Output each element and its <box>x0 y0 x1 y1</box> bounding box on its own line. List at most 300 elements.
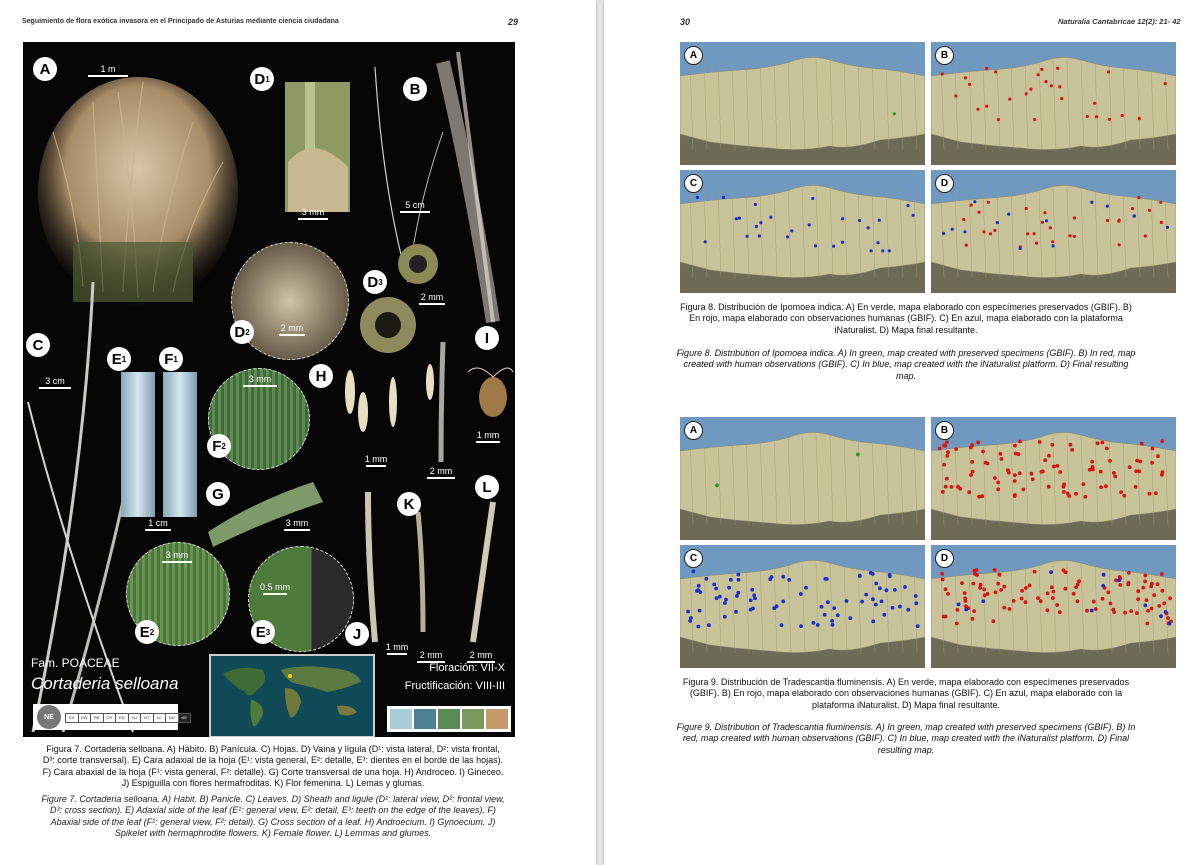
occurrence-point <box>1052 244 1055 247</box>
occurrence-point <box>848 616 852 620</box>
occurrence-point <box>1107 70 1110 73</box>
occurrence-point <box>1148 492 1152 496</box>
occurrence-point <box>820 605 824 609</box>
phenology-color-2 <box>414 709 436 729</box>
occurrence-point <box>1008 98 1011 101</box>
figure-8-caption-en: Figure 8. Distribution of Ipomoea indica. A) In green, map created with preserved specimens (GBIF). B) In red, map created with human observations (GBIF). C) In blue, map created with the iNaturalist platform. D) Final resulting map. <box>676 348 1136 381</box>
occurrence-point <box>1138 460 1142 464</box>
occurrence-point <box>878 219 881 222</box>
map-panel-label: D <box>935 549 954 568</box>
occurrence-point <box>1020 589 1024 593</box>
occurrence-point <box>737 578 741 582</box>
occurrence-point <box>1117 578 1121 582</box>
occurrence-point <box>832 606 836 610</box>
status-cell-cr: CR <box>103 713 117 723</box>
map-svg <box>931 545 1176 668</box>
status-scale <box>65 713 190 723</box>
occurrence-point <box>1008 607 1012 611</box>
occurrence-point <box>987 201 990 204</box>
scale-bar-e1: 1 cm <box>141 518 175 531</box>
occurrence-point <box>758 234 761 237</box>
status-cell-ne: NE <box>178 713 192 723</box>
panel-label-j: J <box>345 622 369 646</box>
occurrence-point <box>1156 582 1160 586</box>
occurrence-point <box>781 600 785 604</box>
occurrence-point <box>942 444 946 448</box>
occurrence-point <box>1121 114 1124 117</box>
occurrence-point <box>1143 604 1147 608</box>
occurrence-point <box>938 447 942 451</box>
scale-bar-j: 1 mm <box>383 642 411 655</box>
scale-bar-e2: 3 mm <box>157 550 197 563</box>
occurrence-point <box>1044 80 1047 83</box>
occurrence-point <box>1018 440 1022 444</box>
panel-label-f2: F 2 <box>207 434 231 458</box>
occurrence-point <box>1051 240 1054 243</box>
occurrence-point <box>871 572 875 576</box>
occurrence-point <box>841 241 844 244</box>
occurrence-point <box>1136 597 1140 601</box>
occurrence-point <box>1072 592 1076 596</box>
occurrence-point <box>1127 571 1131 575</box>
occurrence-point <box>982 588 986 592</box>
occurrence-point <box>898 605 902 609</box>
occurrence-point <box>1166 616 1170 620</box>
journal-reference: Naturalia Cantabricae 12(2): 21- 42 <box>1058 17 1181 26</box>
occurrence-point <box>1112 471 1116 475</box>
occurrence-point <box>993 568 997 572</box>
occurrence-point <box>1106 205 1109 208</box>
panel-label-d1: D 1 <box>250 67 274 91</box>
scale-bar-l: 2 mm <box>463 650 499 663</box>
occurrence-point <box>976 108 979 111</box>
occurrence-point <box>754 203 757 206</box>
occurrence-point <box>1166 226 1169 229</box>
occurrence-point <box>1037 73 1040 76</box>
occurrence-point <box>963 230 966 233</box>
occurrence-point <box>971 582 975 586</box>
occurrence-point <box>944 587 948 591</box>
occurrence-point <box>1076 599 1080 603</box>
map-svg <box>680 417 925 540</box>
occurrence-point <box>799 624 803 628</box>
occurrence-point <box>977 211 980 214</box>
occurrence-point <box>826 600 830 604</box>
occurrence-point <box>954 94 957 97</box>
occurrence-point <box>916 624 920 628</box>
occurrence-point <box>967 490 971 494</box>
occurrence-point <box>994 70 997 73</box>
occurrence-point <box>1109 602 1113 606</box>
occurrence-point <box>968 83 971 86</box>
occurrence-point <box>912 214 915 217</box>
occurrence-point <box>997 118 1000 121</box>
occurrence-point <box>724 598 728 602</box>
occurrence-point <box>1013 444 1017 448</box>
occurrence-point <box>1090 201 1093 204</box>
scale-bar-h: 1 mm <box>359 454 393 467</box>
occurrence-point <box>705 577 709 581</box>
occurrence-point <box>1161 470 1165 474</box>
occurrence-point <box>1058 85 1061 88</box>
occurrence-point <box>1156 454 1160 458</box>
figure-8-panel-b <box>931 42 1176 165</box>
occurrence-point <box>799 592 803 596</box>
panel-label-d3: D 3 <box>363 270 387 294</box>
occurrence-point <box>945 477 949 481</box>
conservation-status-box <box>33 704 188 730</box>
occurrence-point <box>735 217 738 220</box>
occurrence-point <box>996 582 1000 586</box>
occurrence-point <box>1013 473 1017 477</box>
occurrence-point <box>996 488 1000 492</box>
occurrence-point <box>714 587 718 591</box>
occurrence-point <box>1154 491 1158 495</box>
figure-7-plate <box>23 42 515 737</box>
occurrence-point <box>858 219 861 222</box>
occurrence-point <box>874 582 878 586</box>
occurrence-point <box>1134 485 1138 489</box>
occurrence-point <box>976 441 980 445</box>
occurrence-point <box>786 235 789 238</box>
occurrence-point <box>945 440 949 444</box>
occurrence-point <box>972 609 976 613</box>
phenology-color-3 <box>438 709 460 729</box>
occurrence-point <box>787 578 791 582</box>
panel-label-g: G <box>206 482 230 506</box>
right-page <box>604 0 1200 865</box>
occurrence-point <box>1108 459 1112 463</box>
scale-bar-a: 1 m <box>85 64 131 77</box>
occurrence-point <box>981 450 985 454</box>
occurrence-point <box>999 588 1003 592</box>
occurrence-point <box>1129 609 1133 613</box>
occurrence-point <box>1164 610 1168 614</box>
occurrence-point <box>998 452 1002 456</box>
occurrence-point <box>956 608 960 612</box>
occurrence-point <box>978 586 982 590</box>
occurrence-point <box>1073 216 1076 219</box>
panel-label-e3: E 3 <box>251 620 275 644</box>
occurrence-point <box>1092 600 1096 604</box>
occurrence-point <box>1133 215 1136 218</box>
occurrence-point <box>814 244 817 247</box>
occurrence-point <box>994 590 998 594</box>
occurrence-point <box>946 592 950 596</box>
occurrence-point <box>1159 614 1163 618</box>
occurrence-point <box>1136 589 1140 593</box>
occurrence-point <box>753 597 757 601</box>
occurrence-point <box>1046 592 1050 596</box>
occurrence-point <box>1029 88 1032 91</box>
occurrence-point <box>1000 457 1004 461</box>
occurrence-point <box>1101 584 1105 588</box>
occurrence-point <box>871 597 875 601</box>
occurrence-point <box>715 483 719 487</box>
scale-bar-d2: 2 mm <box>273 323 311 336</box>
occurrence-point <box>986 462 990 466</box>
occurrence-point <box>1099 485 1103 489</box>
occurrence-point <box>812 621 816 625</box>
occurrence-point <box>914 594 918 598</box>
occurrence-point <box>1137 196 1140 199</box>
occurrence-point <box>950 485 954 489</box>
occurrence-point <box>781 575 785 579</box>
occurrence-point <box>1105 447 1109 451</box>
occurrence-point <box>998 573 1002 577</box>
occurrence-point <box>1096 441 1100 445</box>
occurrence-point <box>696 625 700 629</box>
occurrence-point <box>1122 494 1126 498</box>
occurrence-point <box>1043 458 1047 462</box>
occurrence-point <box>1076 583 1080 587</box>
panel-label-d2: D 2 <box>230 320 254 344</box>
occurrence-point <box>944 615 948 619</box>
map-svg <box>931 417 1176 540</box>
status-cell-re: RE <box>90 713 104 723</box>
occurrence-point <box>980 494 984 498</box>
occurrence-point <box>1046 608 1050 612</box>
occurrence-point <box>1033 570 1037 574</box>
scale-bar-e3: 0.5 mm <box>255 582 295 595</box>
fruiting-period: Fructificación: VIII-III <box>404 680 505 692</box>
occurrence-point <box>696 588 700 592</box>
occurrence-point <box>903 585 907 589</box>
occurrence-point <box>992 619 996 623</box>
map-panel-label: B <box>935 46 954 65</box>
figure-8-panel-d <box>931 170 1176 293</box>
occurrence-point <box>985 105 988 108</box>
occurrence-point <box>688 619 692 623</box>
occurrence-point <box>772 606 776 610</box>
scale-bar-g: 3 mm <box>279 518 315 531</box>
occurrence-point <box>836 613 840 617</box>
occurrence-point <box>975 573 979 577</box>
map-panel-label: A <box>684 46 703 65</box>
occurrence-point <box>971 470 975 474</box>
occurrence-point <box>1014 452 1018 456</box>
occurrence-point <box>1025 92 1028 95</box>
occurrence-point <box>1036 596 1040 600</box>
occurrence-point <box>985 67 988 70</box>
occurrence-point <box>1006 468 1010 472</box>
occurrence-point <box>973 569 977 573</box>
panel-label-b: B <box>403 77 427 101</box>
panel-label-h: H <box>309 364 333 388</box>
occurrence-point <box>1131 207 1134 210</box>
status-cell-lc: LC <box>153 713 167 723</box>
occurrence-point <box>1033 118 1036 121</box>
occurrence-point <box>1160 589 1164 593</box>
occurrence-point <box>970 204 973 207</box>
occurrence-point <box>893 112 896 115</box>
occurrence-point <box>970 443 974 447</box>
occurrence-point <box>1150 461 1154 465</box>
occurrence-point <box>1141 586 1145 590</box>
panel-label-i: I <box>475 326 499 350</box>
figure-7-caption-es: Figura 7. Cortaderia selloana. A) Hábito. B) Panícula. C) Hojas. D) Vaina y lígula (D¹: vista lateral, D²: vista frontal, D³: corte transversal). E) Cara adaxial de la hoja (E¹: vista general, E²: detalle, E³: dientes en el borde de las hojas). F) Cara abaxial de la hoja (F¹: vista general, F²: detalle). G) Corte transversal de una hoja. H) Androceo. I) Gineceo. J) Espiguilla con flores hermafroditas. K) Flor femenina. L) Lemas y glumas. <box>42 744 504 788</box>
occurrence-point <box>1002 585 1006 589</box>
occurrence-point <box>1060 97 1063 100</box>
occurrence-point <box>882 613 886 617</box>
occurrence-point <box>874 603 878 607</box>
occurrence-point <box>1138 117 1141 120</box>
occurrence-point <box>746 235 749 238</box>
occurrence-point <box>944 485 948 489</box>
occurrence-point <box>964 76 967 79</box>
occurrence-point <box>1145 598 1149 602</box>
page-number-right: 30 <box>680 17 691 27</box>
occurrence-point <box>715 596 719 600</box>
occurrence-point <box>723 601 727 605</box>
occurrence-point <box>770 575 774 579</box>
occurrence-point <box>1140 442 1144 446</box>
occurrence-point <box>996 481 1000 485</box>
occurrence-point <box>1056 67 1059 70</box>
occurrence-point <box>941 72 944 75</box>
status-cell-nt: NT <box>140 713 154 723</box>
occurrence-point <box>981 599 985 603</box>
occurrence-point <box>960 581 964 585</box>
species-name: Cortaderia selloana <box>31 674 179 693</box>
occurrence-point <box>1106 590 1110 594</box>
status-cell-ex: EX <box>65 713 79 723</box>
occurrence-point <box>1090 460 1094 464</box>
occurrence-point <box>982 230 985 233</box>
figure-9-panel-a <box>680 417 925 540</box>
occurrence-point <box>1018 471 1022 475</box>
occurrence-point <box>1101 441 1105 445</box>
figure-9-panel-c <box>680 545 925 668</box>
scale-bar-c: 3 cm <box>37 376 73 389</box>
occurrence-point <box>1070 448 1074 452</box>
occurrence-point <box>736 591 740 595</box>
occurrence-point <box>1049 226 1052 229</box>
status-cell-dd: DD <box>165 713 179 723</box>
occurrence-point <box>1031 477 1035 481</box>
occurrence-point <box>1134 469 1138 473</box>
occurrence-point <box>723 615 727 619</box>
occurrence-point <box>1058 470 1062 474</box>
occurrence-point <box>841 217 844 220</box>
map-panel-label: B <box>935 421 954 440</box>
map-svg <box>680 545 925 668</box>
occurrence-point <box>1094 607 1098 611</box>
occurrence-point <box>1007 213 1010 216</box>
occurrence-point <box>996 221 999 224</box>
map-panel-label: D <box>935 174 954 193</box>
occurrence-point <box>951 228 954 231</box>
occurrence-point <box>1024 600 1028 604</box>
occurrence-point <box>880 600 884 604</box>
occurrence-point <box>942 463 946 467</box>
occurrence-point <box>1143 574 1147 578</box>
occurrence-point <box>1118 583 1122 587</box>
occurrence-point <box>707 623 711 627</box>
occurrence-point <box>1040 470 1044 474</box>
scale-bar-k: 2 mm <box>413 650 449 663</box>
phenology-color-bar <box>387 706 511 732</box>
figure-8-caption-es: Figura 8. Distribución de Ipomoea indica. A) En verde, mapa elaborado con especímenes preservados (GBIF). B) En rojo, mapa elaborado con observaciones humanas (GBIF). C) En azul, mapa elaborado con la plataforma iNaturalist. D) Mapa final resultante. <box>680 302 1132 335</box>
scale-bar-d3: 2 mm <box>415 292 449 305</box>
occurrence-point <box>845 599 849 603</box>
occurrence-point <box>1127 581 1131 585</box>
occurrence-point <box>1020 597 1024 601</box>
phenology-color-5 <box>486 709 508 729</box>
occurrence-point <box>1160 221 1163 224</box>
phenology-color-1 <box>390 709 412 729</box>
occurrence-point <box>891 606 895 610</box>
occurrence-point <box>734 610 738 614</box>
occurrence-point <box>1030 472 1034 476</box>
occurrence-point <box>1012 599 1016 603</box>
occurrence-point <box>1062 568 1066 572</box>
occurrence-point <box>1039 599 1043 603</box>
occurrence-point <box>1128 465 1132 469</box>
figure-9-caption-en: Figure 9. Distribution of Tradescantia fluminensis. A) In green, map created with preserved specimens (GBIF). B) In red, map created with human observations (GBIF). C) In blue, map created with the iNaturalist platform. D) Final resulting map. <box>676 722 1136 755</box>
occurrence-point <box>864 593 868 597</box>
occurrence-point <box>1117 220 1120 223</box>
occurrence-point <box>965 244 968 247</box>
occurrence-point <box>1118 243 1121 246</box>
map-svg <box>680 170 925 293</box>
occurrence-point <box>1135 611 1139 615</box>
occurrence-point <box>969 473 973 477</box>
occurrence-point <box>1150 607 1154 611</box>
occurrence-point <box>867 226 870 229</box>
occurrence-point <box>1040 68 1043 71</box>
occurrence-point <box>876 241 879 244</box>
occurrence-point <box>1052 465 1056 469</box>
occurrence-point <box>956 485 960 489</box>
occurrence-point <box>1104 484 1108 488</box>
occurrence-point <box>860 600 864 604</box>
occurrence-point <box>816 623 820 627</box>
occurrence-point <box>1073 235 1076 238</box>
occurrence-point <box>945 454 949 458</box>
status-badge: NE <box>37 705 61 729</box>
occurrence-point <box>1145 622 1149 626</box>
occurrence-point <box>1069 234 1072 237</box>
figure-9-caption-es: Figura 9. Distribución de Tradescantia fluminensis. A) En verde, mapa elaborado con especímenes preservados (GBIF). B) En rojo, mapa elaborado con observaciones humanas (GBIF). C) En azul, mapa elaborado con la plataforma iNaturalist. D) Mapa final resultante. <box>682 677 1130 710</box>
occurrence-point <box>1025 207 1028 210</box>
figure-8-panel-a <box>680 42 925 165</box>
occurrence-point <box>1102 573 1106 577</box>
occurrence-point <box>1101 597 1105 601</box>
status-cell-ew: EW <box>78 713 92 723</box>
occurrence-point <box>1050 443 1054 447</box>
occurrence-point <box>738 217 741 220</box>
occurrence-point <box>871 620 875 624</box>
occurrence-point <box>1013 479 1017 483</box>
occurrence-point <box>1123 611 1127 615</box>
occurrence-point <box>1086 115 1089 118</box>
occurrence-point <box>1159 201 1162 204</box>
occurrence-point <box>1164 82 1167 85</box>
occurrence-point <box>1013 494 1017 498</box>
occurrence-point <box>686 610 690 614</box>
occurrence-point <box>993 229 996 232</box>
occurrence-point <box>906 204 909 207</box>
map-svg <box>680 42 925 165</box>
occurrence-point <box>888 249 891 252</box>
occurrence-point <box>973 200 976 203</box>
occurrence-point <box>942 232 945 235</box>
occurrence-point <box>1090 609 1094 613</box>
occurrence-point <box>1038 440 1042 444</box>
occurrence-point <box>954 447 958 451</box>
occurrence-point <box>1050 84 1053 87</box>
